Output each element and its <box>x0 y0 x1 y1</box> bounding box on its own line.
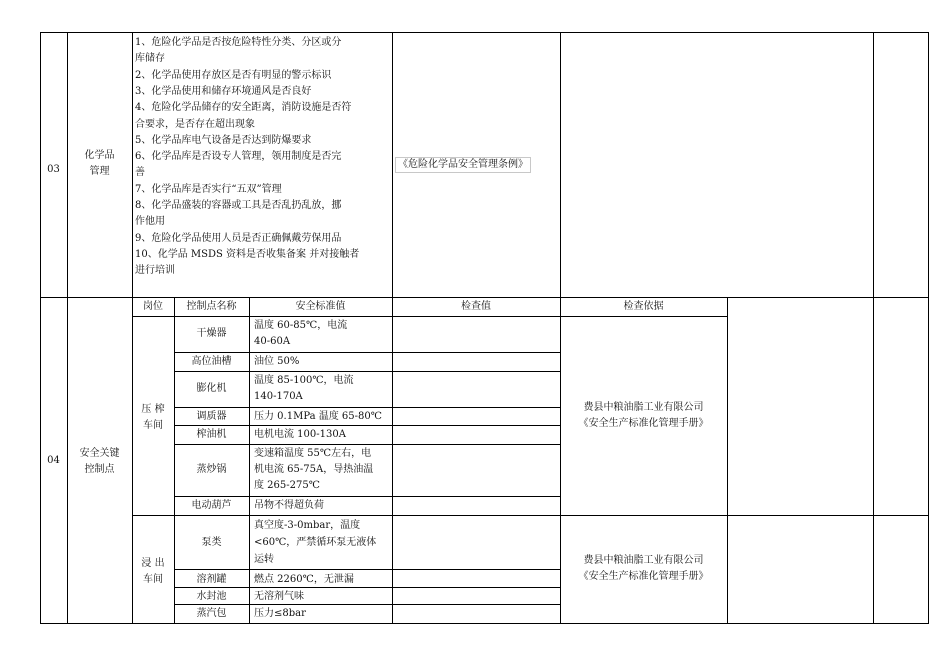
basis-extract-line2: 《安全生产标准化管理手册》 <box>578 571 709 582</box>
standard-line: 无溶剂气味 <box>254 591 304 602</box>
standard-line: 度 265-275℃ <box>254 480 320 491</box>
check-item-line: 8、化学品盛装的容器或工具是否乱扔乱放，挪 <box>135 200 342 211</box>
check-item-line: 合要求，是否存在超出现象 <box>135 118 255 130</box>
point-name: 电动葫芦 <box>191 500 232 511</box>
grid-line-v <box>560 32 561 624</box>
check-item-line: 6、化学品库是否设专人管理，领用制度是否完 <box>135 151 342 163</box>
section-04-number: 04 <box>47 455 60 466</box>
post-press-line1: 压 榨 <box>141 404 165 415</box>
grid-line-v <box>132 32 133 624</box>
check-item-line: 10、化学品 MSDS 资料是否收集备案 并对接触者 <box>135 248 360 260</box>
check-item-line: 3、化学品使用和储存环境通风是否良好 <box>135 85 312 97</box>
standard-line: 温度 85-100℃，电流 <box>254 375 354 386</box>
section-03-basis: 《危险化学品安全管理条例》 <box>395 157 531 173</box>
point-name: 水封池 <box>196 591 227 602</box>
standard-line: <60℃，严禁循环泵无液体 <box>254 537 377 548</box>
point-name: 榨油机 <box>196 429 227 440</box>
standard-line: 真空度-3-0mbar，温度 <box>254 520 361 531</box>
point-name: 蒸炒锅 <box>196 464 227 475</box>
basis-extract-line1: 费县中粮油脂工业有限公司 <box>583 555 704 566</box>
point-name: 蒸汽包 <box>196 608 227 619</box>
grid-line-h <box>174 496 561 497</box>
check-item-line: 4、危险化学品储存的安全距离，消防设施是否符 <box>135 102 352 114</box>
grid-line-v <box>67 32 68 624</box>
standard-line: 油位 50% <box>254 356 300 367</box>
check-item-line: 2、化学品使用存放区是否有明显的警示标识 <box>135 69 332 81</box>
grid-line-h <box>174 371 561 372</box>
check-item-line: 5、化学品库电气设备是否达到防爆要求 <box>135 134 312 146</box>
post-extract-line1: 浸 出 <box>141 558 165 569</box>
post-press-line2: 车间 <box>143 420 163 431</box>
header-basis: 检查依据 <box>623 301 664 312</box>
standard-line: 电机电流 100-130A <box>254 429 346 440</box>
check-item-line: 7、化学品库是否实行“五双”管理 <box>135 183 282 195</box>
standard-line: 燃点 2260℃，无泄漏 <box>254 574 354 585</box>
grid-line-v <box>249 297 250 624</box>
point-name: 膨化机 <box>196 383 227 394</box>
check-item-line: 9、危险化学品使用人员是否正确佩戴劳保用品 <box>135 232 342 244</box>
section-03-title-line2: 管理 <box>89 166 110 177</box>
section-03-number: 03 <box>47 164 60 175</box>
header-point: 控制点名称 <box>186 301 237 312</box>
grid-line-v <box>392 32 393 624</box>
standard-line: 40-60A <box>254 336 291 347</box>
post-extract-line2: 车间 <box>143 574 163 585</box>
grid-line-h <box>174 425 561 426</box>
basis-press-line1: 费县中粮油脂工业有限公司 <box>583 402 704 413</box>
grid-line-h <box>174 352 561 353</box>
grid-line-v <box>40 32 41 624</box>
check-item-line: 善 <box>135 167 145 179</box>
grid-line-v <box>727 297 728 624</box>
point-name: 高位油槽 <box>191 356 232 367</box>
standard-line: 压力 0.1MPa 温度 65-80℃ <box>254 411 382 422</box>
check-item-line: 作他用 <box>135 216 165 228</box>
header-standard: 安全标准值 <box>295 301 346 312</box>
grid-line-h <box>174 569 561 570</box>
grid-line-h <box>40 32 929 33</box>
point-name: 调质器 <box>196 411 227 422</box>
grid-line-v <box>873 32 874 624</box>
standard-line: 机电流 65-75A，导热油温 <box>254 464 374 475</box>
check-item-line: 1、危险化学品是否按危险特性分类、分区或分 <box>135 37 342 48</box>
section-04-title-line1: 安全关键 <box>79 448 120 459</box>
point-name: 干燥器 <box>196 328 227 339</box>
check-item-line: 库储存 <box>135 53 165 65</box>
grid-line-h <box>174 407 561 408</box>
header-post: 岗位 <box>143 301 163 312</box>
point-name: 泵类 <box>201 537 222 548</box>
header-value: 检查值 <box>461 301 491 312</box>
grid-line-h <box>174 444 561 445</box>
check-item-line: 进行培训 <box>135 265 175 277</box>
standard-line: 140-170A <box>254 391 303 402</box>
grid-line-v <box>928 32 929 624</box>
section-04-title-line2: 控制点 <box>84 464 115 475</box>
standard-line: 温度 60-85℃，电流 <box>254 320 348 331</box>
standard-line: 吊物不得超负荷 <box>254 500 324 511</box>
standard-line: 运转 <box>254 554 274 565</box>
section-03-title-line1: 化学品 <box>84 150 115 161</box>
point-name: 溶剂罐 <box>196 574 227 585</box>
grid-line-h <box>132 515 929 516</box>
basis-press-line2: 《安全生产标准化管理手册》 <box>578 418 709 429</box>
standard-line: 变速箱温度 55℃左右，电 <box>254 448 372 459</box>
grid-line-h <box>132 316 728 317</box>
standard-line: 压力≤8bar <box>254 608 306 619</box>
